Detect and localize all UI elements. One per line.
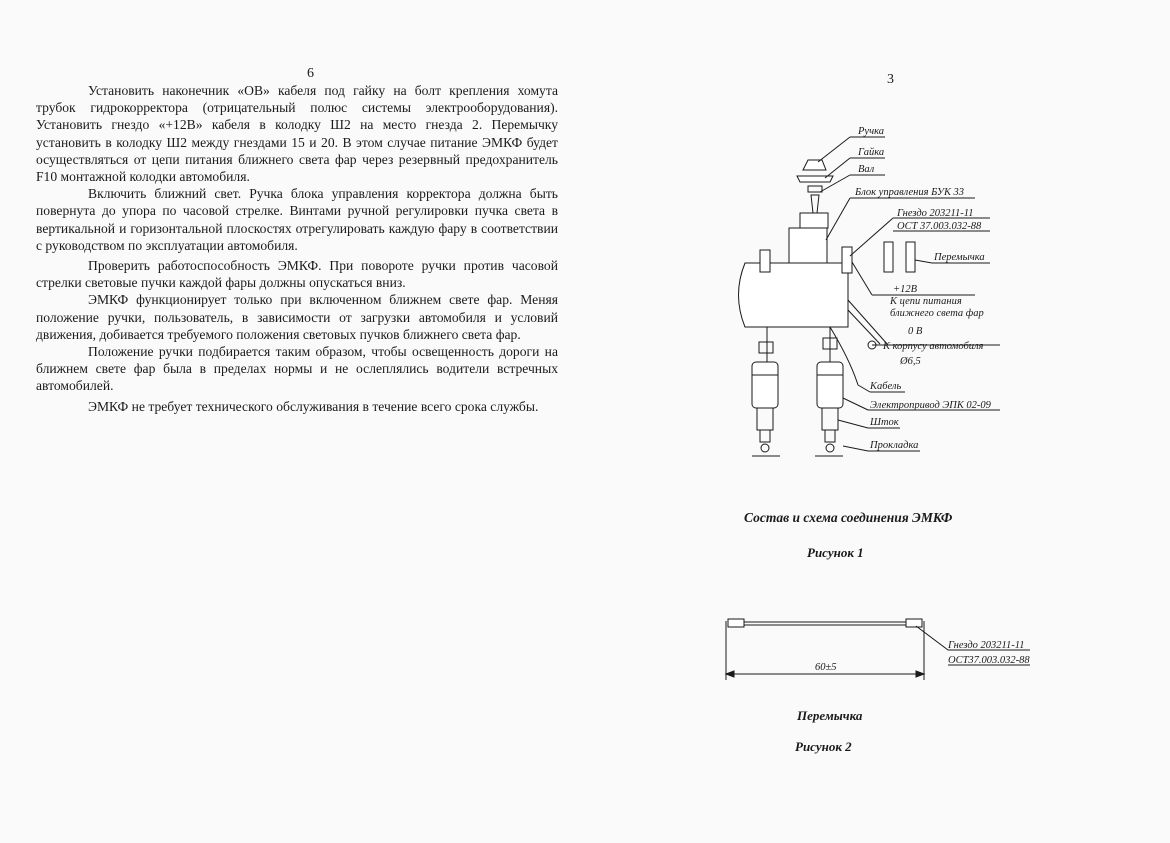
label-handle: Ручка: [858, 126, 884, 137]
left-page-number: 6: [307, 66, 314, 81]
label-socket-standard: ОСТ 37.003.032-88: [897, 221, 982, 232]
label-nut: Гайка: [858, 147, 885, 158]
jumper-left: [884, 242, 893, 272]
figure1-caption: Рисунок 1: [807, 545, 864, 560]
figure2-title: Перемычка: [797, 708, 863, 723]
label-shaft: Вал: [858, 164, 875, 175]
right-page-number: 3: [887, 72, 894, 87]
label-to-body: К корпусу автомобиля: [883, 341, 984, 352]
figure2-caption: Рисунок 2: [795, 739, 852, 754]
label-diameter: Ø6,5: [900, 356, 921, 367]
paragraph-1: Установить наконечник «ОВ» кабеля под гайку на болт крепления хомута трубок гидрокорректора (отрицательный полюс системы электрооборудования). Установить гнездо «+12В» кабеля в колодку Ш2 на место гнезда 2. Перемычку установить в колодку Ш2 между гнездами 15 и 20. В этом случае питание ЭМКФ будет осуществляться от цепи питания ближнего света фар через резервный предохранитель F10 монтажной колодки автомобиля.: [36, 83, 558, 185]
label-gasket: Прокладка: [870, 440, 919, 451]
actuator-left: [752, 362, 778, 408]
nut-shape: [797, 176, 833, 182]
fig2-label-standard: ОСТ37.003.032-88: [948, 655, 1030, 666]
label-socket: Гнездо 203211-11: [897, 208, 974, 219]
paragraph-6: ЭМКФ не требует технического обслуживания в течение всего срока службы.: [88, 398, 539, 414]
figure1-title: Состав и схема соединения ЭМКФ: [744, 510, 953, 525]
label-control-unit: Блок управления БУК 33: [855, 187, 965, 198]
body-housing: [739, 263, 849, 327]
label-actuator: Электропривод ЭПК 02-09: [870, 400, 991, 411]
label-plus12: +12В: [893, 284, 917, 295]
label-low-beam-2: ближнего света фар: [890, 308, 984, 319]
label-zero-v: 0 В: [908, 326, 923, 337]
paragraph-3: Проверить работоспособность ЭМКФ. При повороте ручки против часовой стрелки световые пучки каждой фары должны опускаться вниз.: [36, 258, 558, 291]
paragraph-2: Включить ближний свет. Ручка блока управления корректора должна быть повернута до упора по часовой стрелке. Винтами ручной регулировки пучка света в вертикальной и горизонтальной плоскостях отрегулировать каждую фару в соответствии с руководством по эксплуатации автомобиля.: [36, 186, 558, 253]
jumper-right: [906, 242, 915, 272]
paragraph-5: Положение ручки подбирается таким образом, чтобы освещенность дороги на ближнем свете фар была в пределах нормы и не ослеплялись водители встречных автомобилей.: [36, 344, 558, 394]
paragraph-4: ЭМКФ функционирует только при включенном ближнем свете фар. Меняя положение ручки, пользователь, в зависимости от загрузки автомобиля и условий движения, добивается требуемого положения световых пучков ближнего света фар.: [36, 292, 558, 342]
label-low-beam-1: К цепи питания: [890, 296, 962, 307]
shaft-shape: [811, 195, 819, 213]
handle-shape: [803, 160, 826, 170]
label-cable: Кабель: [870, 381, 902, 392]
washer-shape: [808, 186, 822, 192]
actuator-right: [817, 362, 843, 408]
label-rod: Шток: [870, 417, 899, 428]
label-jumper: Перемычка: [934, 252, 985, 263]
fig2-label-socket: Гнездо 203211-11: [948, 640, 1025, 651]
fig2-dimension: 60±5: [815, 662, 837, 673]
socket-shape: [842, 247, 852, 273]
